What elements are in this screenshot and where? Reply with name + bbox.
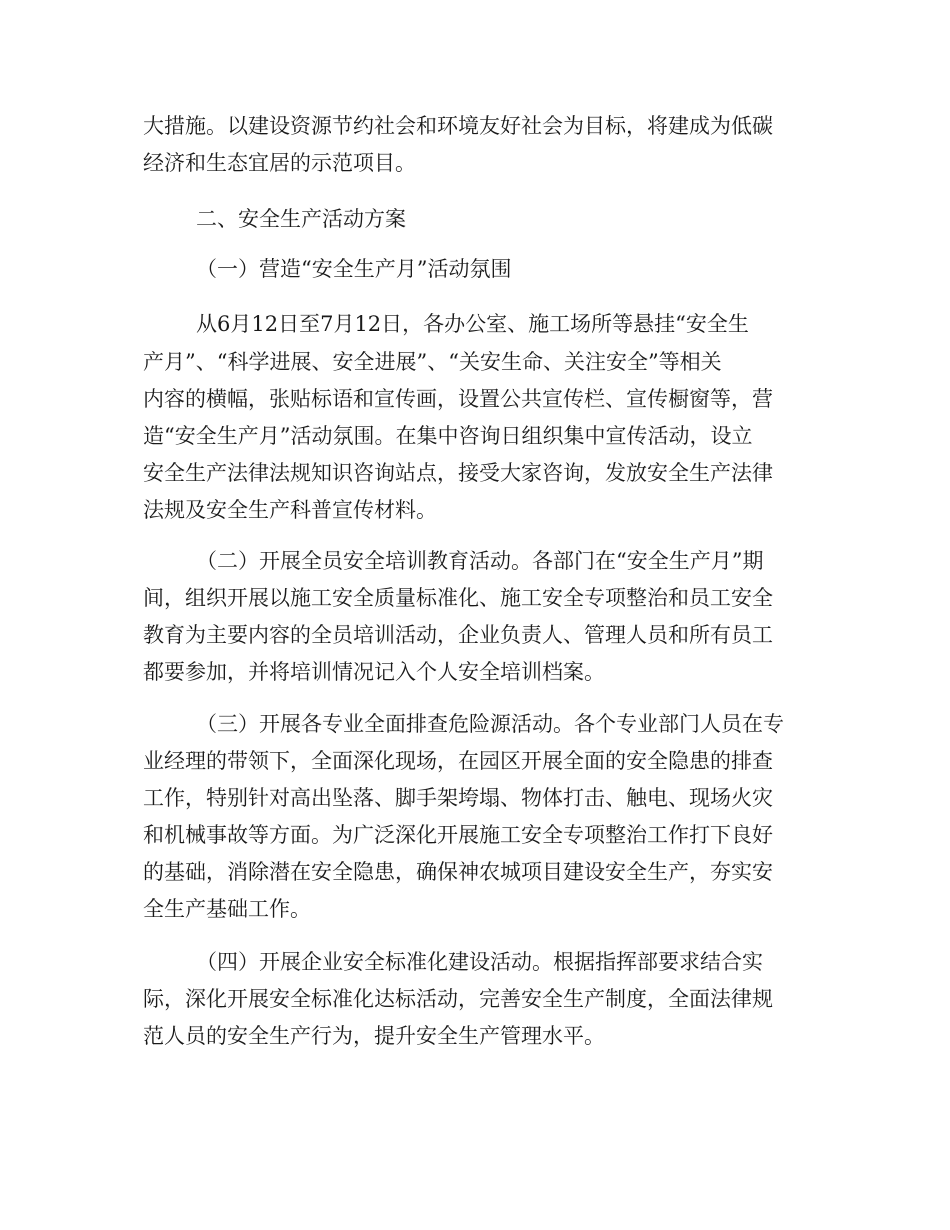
paragraph-line: 际，深化开展安全标准化达标活动，完善安全生产制度，全面法律规 bbox=[143, 987, 773, 1011]
paragraph-line: 全生产基础工作。 bbox=[143, 897, 311, 921]
paragraph-line: 造“安全生产月”活动氛围。在集中咨询日组织集中宣传活动，设立 bbox=[143, 424, 753, 448]
paragraph-line: 和机械事故等方面。为广泛深化开展施工安全专项整治工作打下良好 bbox=[143, 823, 773, 847]
paragraph-line: 从6月12日至7月12日，各办公室、施工场所等悬挂“安全生 bbox=[196, 312, 749, 336]
paragraph-line: 教育为主要内容的全员培训活动，企业负责人、管理人员和所有员工 bbox=[143, 623, 773, 647]
paragraph-line: 法规及安全生产科普宣传材料。 bbox=[143, 498, 437, 522]
paragraph-line: （四）开展企业安全标准化建设活动。根据指挥部要求结合实 bbox=[196, 950, 763, 974]
paragraph-line: 范人员的安全生产行为，提升安全生产管理水平。 bbox=[143, 1024, 605, 1048]
paragraph-line: 安全生产法律法规知识咨询站点，接受大家咨询，发放安全生产法律 bbox=[143, 461, 773, 485]
section-heading: 二、安全生产活动方案 bbox=[196, 207, 406, 231]
subheading: （一）营造“安全生产月”活动氛围 bbox=[196, 257, 512, 281]
paragraph-line: 工作，特别针对高出坠落、脚手架垮塌、物体打击、触电、现场火灾 bbox=[143, 786, 773, 810]
paragraph-line: 内容的横幅，张贴标语和宣传画，设置公共宣传栏、宣传橱窗等，营 bbox=[143, 387, 773, 411]
paragraph-line: 的基础，消除潜在安全隐患，确保神农城项目建设安全生产，夯实安 bbox=[143, 860, 773, 884]
intro-line: 经济和生态宜居的示范项目。 bbox=[143, 151, 416, 175]
paragraph-line: （三）开展各专业全面排查危险源活动。各个专业部门人员在专 bbox=[196, 712, 784, 736]
intro-line: 大措施。以建设资源节约社会和环境友好社会为目标，将建成为低碳 bbox=[143, 114, 773, 138]
paragraph-line: 间，组织开展以施工安全质量标准化、施工安全专项整治和员工安全 bbox=[143, 586, 773, 610]
paragraph-line: 业经理的带领下，全面深化现场，在园区开展全面的安全隐患的排查 bbox=[143, 749, 773, 773]
paragraph-line: （二）开展全员安全培训教育活动。各部门在“安全生产月”期 bbox=[196, 549, 764, 573]
paragraph-line: 都要参加，并将培训情况记入个人安全培训档案。 bbox=[143, 660, 605, 684]
paragraph-line: 产月”、“科学进展、安全进展”、“关安生命、关注安全”等相关 bbox=[143, 350, 722, 374]
